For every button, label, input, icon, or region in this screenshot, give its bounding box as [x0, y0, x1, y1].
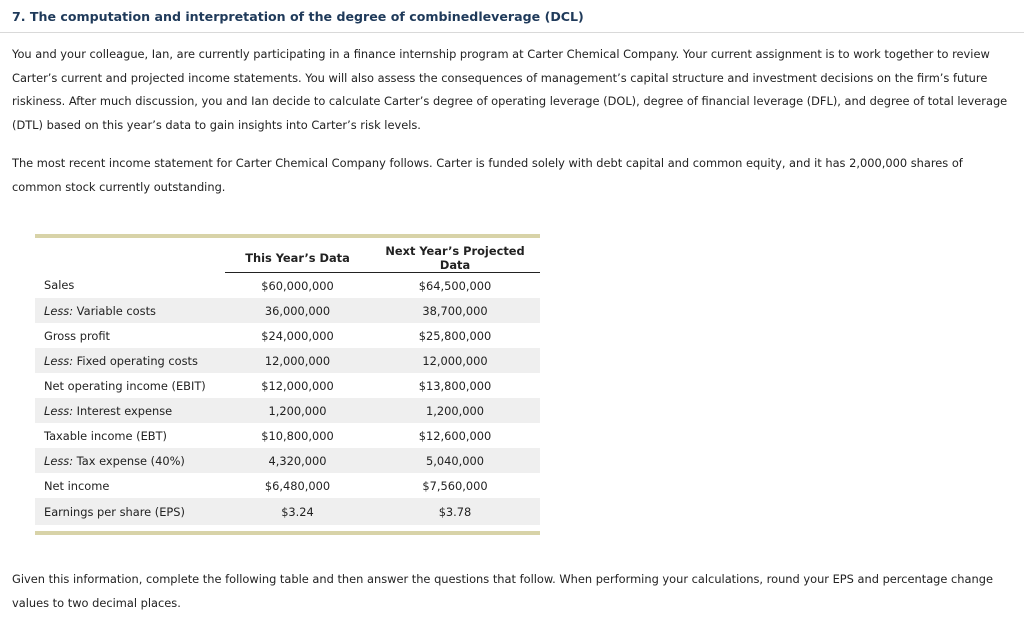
table-row [35, 273, 540, 299]
table-row [35, 323, 540, 348]
row-label [35, 398, 225, 423]
table-row [35, 448, 540, 473]
row-label [35, 373, 225, 398]
row-label [35, 323, 225, 348]
this-year-value: 4,320,000 [225, 448, 370, 473]
table-row [35, 373, 540, 398]
row-label-text: Net operating income (EBIT) [44, 378, 206, 393]
this-year-value: 1,200,000 [225, 398, 370, 423]
header-label [35, 236, 225, 273]
next-year-value: 12,000,000 [370, 348, 540, 373]
row-label-text: Net income [44, 478, 110, 493]
row-label-text: Variable costs [73, 303, 156, 318]
row-label [35, 448, 225, 473]
title-divider [0, 32, 1024, 33]
row-label [35, 298, 225, 323]
next-year-value: $7,560,000 [422, 478, 488, 493]
row-label-prefix: Less: [44, 303, 74, 318]
table-row [35, 348, 540, 373]
next-year-value: $3.78 [370, 498, 540, 525]
row-label [35, 423, 225, 448]
page-title: 7. The computation and interpretation of the degree of combinedleverage (DCL) [12, 9, 584, 24]
row-label [35, 498, 225, 525]
row-label [35, 348, 225, 373]
row-label-text: Gross profit [44, 328, 110, 343]
next-year-value: $12,600,000 [418, 428, 492, 443]
row-label-text: Interest expense [73, 403, 173, 418]
this-year-value: $24,000,000 [261, 328, 334, 343]
row-label-text: Sales [44, 278, 75, 293]
statement-paragraph: The most recent income statement for Carter Chemical Company follows. Carter is funded solely with debt capital and common equity, and it has 2,000,000 shares of common stock currently outstanding. [12, 156, 963, 194]
table-row [35, 298, 540, 323]
next-year-value: $25,800,000 [418, 328, 492, 343]
header-next-year: Next Year’s Projected Data [370, 236, 540, 273]
income-statement-table [35, 234, 540, 535]
this-year-value: $3.24 [225, 498, 370, 525]
this-year-value: $60,000,000 [261, 278, 334, 293]
row-label-text: Tax expense (40%) [73, 453, 185, 468]
table-footer-rule [35, 533, 540, 535]
next-year-value: 1,200,000 [370, 398, 540, 423]
table-row [35, 473, 540, 498]
row-label-text: Taxable income (EBT) [44, 428, 167, 443]
row-label [35, 273, 225, 299]
row-label-prefix: Less: [44, 353, 74, 368]
table-row [35, 498, 540, 525]
this-year-value: 36,000,000 [225, 298, 370, 323]
table-header-row [35, 236, 540, 273]
instructions-paragraph: Given this information, complete the following table and then answer the questions that follow. When performing your calculations, round your EPS and percentage change values to two decimal places. [12, 572, 993, 610]
row-label-prefix: Less: [44, 403, 74, 418]
next-year-value: $64,500,000 [418, 278, 492, 293]
row-label-text: Earnings per share (EPS) [44, 504, 185, 519]
next-year-value: 5,040,000 [370, 448, 540, 473]
this-year-value: 12,000,000 [225, 348, 370, 373]
this-year-value: $6,480,000 [264, 478, 331, 493]
table-row [35, 398, 540, 423]
intro-paragraph: You and your colleague, Ian, are currently participating in a finance internship program at Carter Chemical Company. Your current assignment is to work together to review Carter’s current and projected income statements. You will also assess the consequences of management’s capital structure and investment decisions on the firm’s future riskiness. After much discussion, you and Ian decide to calculate Carter’s degree of operating leverage (DOL), degree of financial leverage (DFL), and degree of total leverage (DTL) based on this year’s data to gain insights into Carter’s risk levels. [12, 47, 1008, 132]
row-label-text: Fixed operating costs [73, 353, 198, 368]
row-label [35, 473, 225, 498]
next-year-value: $13,800,000 [418, 378, 492, 393]
header-this-year: This Year’s Data [225, 236, 370, 273]
table-row [35, 423, 540, 448]
next-year-value: 38,700,000 [370, 298, 540, 323]
this-year-value: $12,000,000 [261, 378, 334, 393]
row-label-prefix: Less: [44, 453, 74, 468]
this-year-value: $10,800,000 [261, 428, 334, 443]
